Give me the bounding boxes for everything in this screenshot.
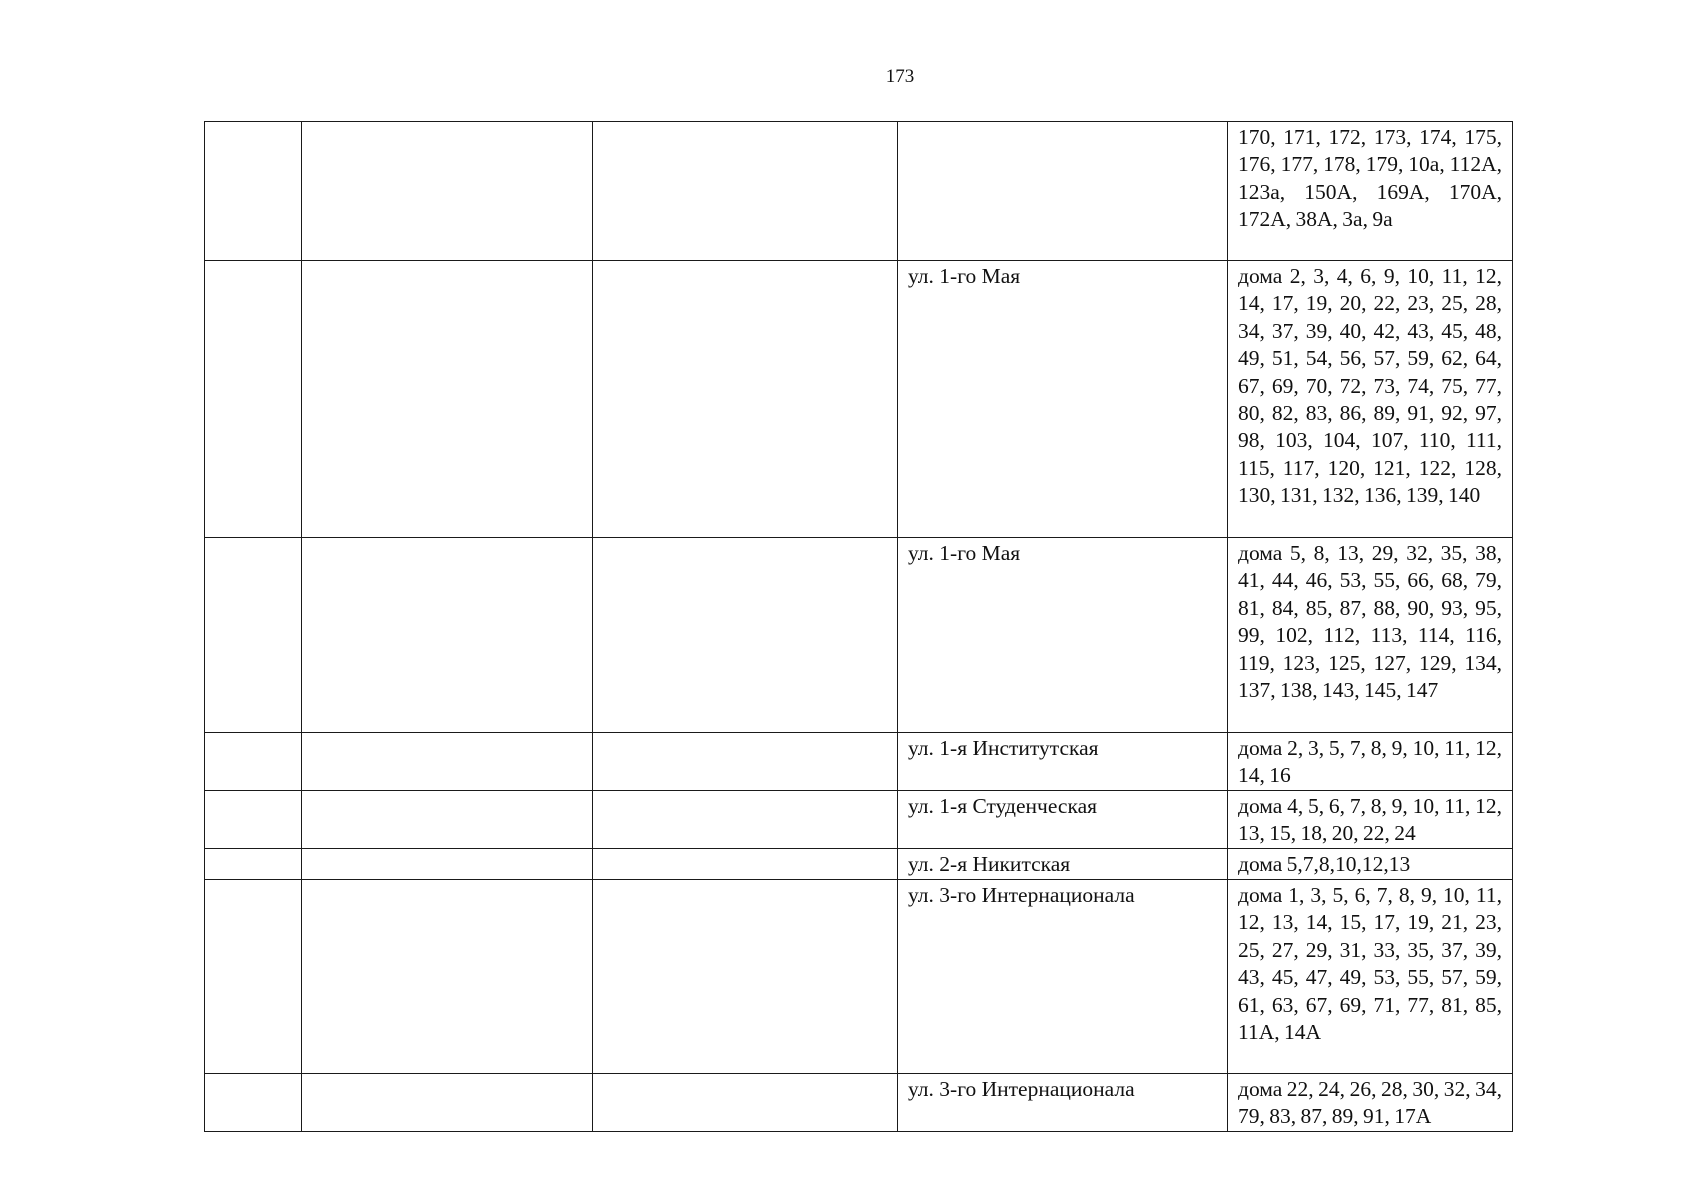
table-row	[205, 538, 1513, 733]
cell-address	[593, 1074, 898, 1132]
cell-street: ул. 1-я Студенческая	[898, 791, 1228, 849]
cell-street: ул. 1-го Мая	[898, 538, 1228, 733]
cell-houses: дома 5,7,8,10,12,13	[1228, 849, 1513, 880]
page-number: 173	[885, 66, 915, 87]
table-row	[205, 791, 1513, 849]
cell-address	[593, 261, 898, 538]
address-table	[204, 121, 1513, 1132]
cell-houses: дома 5, 8, 13, 29, 32, 35, 38, 41, 44, 46, 53, 55, 66, 68, 79, 81, 84, 85, 87, 88, 90, 93, 95, 99, 102, 112, 113, 114, 116, 119, 123, 125, 127, 129, 134, 137, 138, 143, 145, 147	[1228, 538, 1513, 733]
cell-houses: дома 22, 24, 26, 28, 30, 32, 34, 79, 83, 87, 89, 91, 17А	[1228, 1074, 1513, 1132]
cell-number	[205, 538, 302, 733]
table-row	[205, 880, 1513, 1074]
cell-address	[593, 733, 898, 791]
cell-houses: дома 1, 3, 5, 6, 7, 8, 9, 10, 11, 12, 13, 14, 15, 17, 19, 21, 23, 25, 27, 29, 31, 33, 35, 37, 39, 43, 45, 47, 49, 53, 55, 57, 59, 61, 63, 67, 69, 71, 77, 81, 85, 11А, 14А	[1228, 880, 1513, 1074]
cell-number	[205, 791, 302, 849]
cell-name	[302, 849, 593, 880]
cell-street: ул. 3-го Интернационала	[898, 1074, 1228, 1132]
cell-name	[302, 122, 593, 261]
cell-address	[593, 122, 898, 261]
cell-houses: дома 2, 3, 4, 6, 9, 10, 11, 12, 14, 17, 19, 20, 22, 23, 25, 28, 34, 37, 39, 40, 42, 43, 45, 48, 49, 51, 54, 56, 57, 59, 62, 64, 67, 69, 70, 72, 73, 74, 75, 77, 80, 82, 83, 86, 89, 91, 92, 97, 98, 103, 104, 107, 110, 111, 115, 117, 120, 121, 122, 128, 130, 131, 132, 136, 139, 140	[1228, 261, 1513, 538]
cell-address	[593, 849, 898, 880]
cell-address	[593, 880, 898, 1074]
cell-number	[205, 733, 302, 791]
cell-street	[898, 122, 1228, 261]
cell-number	[205, 122, 302, 261]
table-row	[205, 261, 1513, 538]
cell-address	[593, 791, 898, 849]
cell-street: ул. 3-го Интернационала	[898, 880, 1228, 1074]
table-row	[205, 733, 1513, 791]
cell-number	[205, 261, 302, 538]
cell-name	[302, 261, 593, 538]
cell-number	[205, 849, 302, 880]
cell-street: ул. 1-я Институтская	[898, 733, 1228, 791]
cell-houses: 170, 171, 172, 173, 174, 175, 176, 177, 178, 179, 10а, 112А, 123а, 150А, 169А, 170А, 172А, 38А, 3а, 9а	[1228, 122, 1513, 261]
cell-name	[302, 1074, 593, 1132]
table-row	[205, 849, 1513, 880]
table-row	[205, 122, 1513, 261]
cell-number	[205, 1074, 302, 1132]
cell-street: ул. 1-го Мая	[898, 261, 1228, 538]
cell-name	[302, 733, 593, 791]
cell-street: ул. 2-я Никитская	[898, 849, 1228, 880]
cell-address	[593, 538, 898, 733]
cell-name	[302, 791, 593, 849]
cell-number	[205, 880, 302, 1074]
table-row	[205, 1074, 1513, 1132]
cell-name	[302, 538, 593, 733]
cell-name	[302, 880, 593, 1074]
cell-houses: дома 2, 3, 5, 7, 8, 9, 10, 11, 12, 14, 16	[1228, 733, 1513, 791]
cell-houses: дома 4, 5, 6, 7, 8, 9, 10, 11, 12, 13, 15, 18, 20, 22, 24	[1228, 791, 1513, 849]
